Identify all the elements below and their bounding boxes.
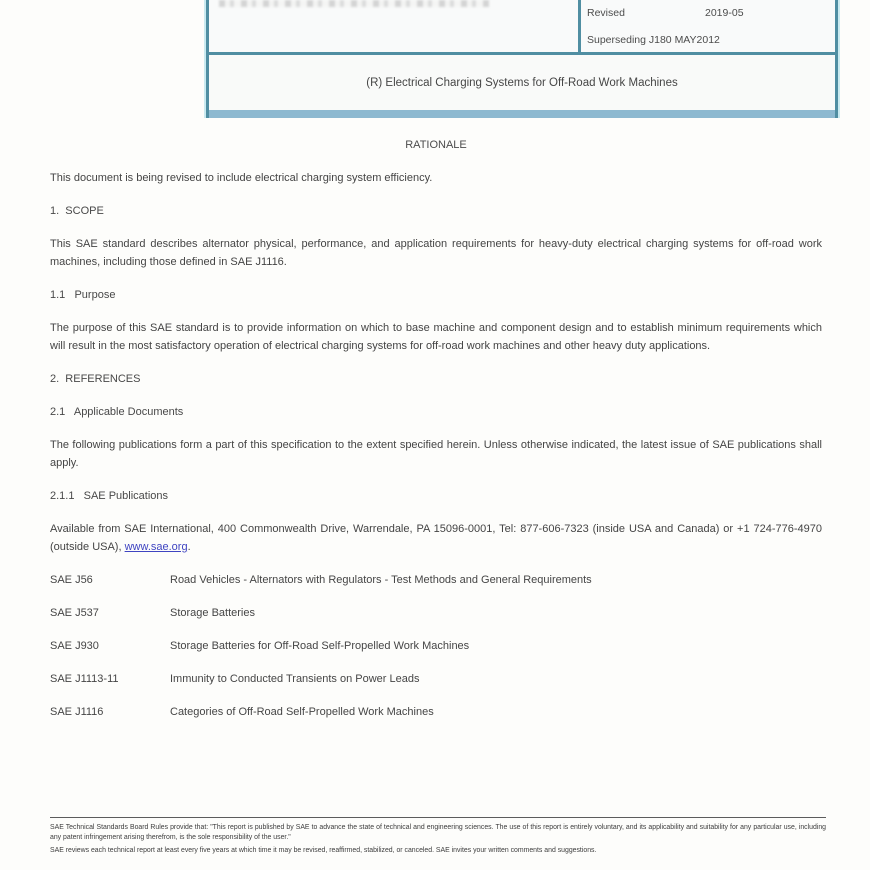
header-top-row — [209, 0, 835, 52]
revised-label: Revised — [587, 7, 625, 19]
footer-disclaimer-2: SAE reviews each technical report at least every five years at which time it may be revised, reaffirmed, stabilized, or canceled. SAE invites your written comments and suggestions. — [50, 847, 597, 855]
publication-title: Storage Batteries — [170, 607, 255, 619]
footer — [50, 817, 826, 860]
publication-code: SAE J56 — [50, 574, 93, 586]
document-title: (R) Electrical Charging Systems for Off-Road Work Machines — [209, 52, 835, 118]
purpose-text: The purpose of this SAE standard is to provide information on which to base machine and component design and to establish minimum requirements which will result in the most satisfactory operation of electrical charging systems for off-road work machines and other heavy duty applications. — [50, 322, 822, 352]
revised-row — [587, 6, 829, 20]
availability-text-period: . — [187, 541, 191, 553]
publication-row — [50, 703, 822, 721]
publication-row — [50, 571, 822, 589]
purpose-heading: 1.1 Purpose — [50, 289, 116, 301]
footer-divider — [50, 817, 826, 818]
superseding-note: Superseding J180 MAY2012 — [587, 34, 720, 46]
cutoff-header-remnant — [219, 0, 489, 7]
sae-publications-heading: 2.1.1 SAE Publications — [50, 490, 169, 502]
document-body — [50, 130, 822, 736]
availability-text — [50, 520, 822, 556]
availability-text-main: Available from SAE International, 400 Commonwealth Drive, Warrendale, PA 15096-0001, Tel: 877-606-7323 (inside USA and Canada) or +1 724-776-4970 (outside USA), — [50, 523, 822, 553]
applicable-documents-text: The following publications form a part of this specification to the extent specified herein. Unless otherwise indicated, the latest issue of SAE publications shall apply. — [50, 439, 822, 469]
sae-org-link[interactable]: www.sae.org — [124, 541, 188, 553]
revised-date: 2019-05 — [705, 7, 744, 19]
publication-code: SAE J537 — [50, 607, 99, 619]
references-heading: 2. REFERENCES — [50, 373, 141, 385]
scope-heading: 1. SCOPE — [50, 205, 104, 217]
publication-code: SAE J1113-11 — [50, 673, 119, 685]
scope-text: This SAE standard describes alternator physical, performance, and application requirements for heavy-duty electrical charging systems for off-road work machines, including those defined in SAE J1116. — [50, 238, 822, 268]
publication-code: SAE J1116 — [50, 706, 104, 718]
publication-title: Storage Batteries for Off-Road Self-Propelled Work Machines — [170, 640, 470, 652]
publication-code: SAE J930 — [50, 640, 99, 652]
standard-header-table — [206, 0, 838, 118]
publication-row — [50, 604, 822, 622]
publication-title: Categories of Off-Road Self-Propelled Work Machines — [170, 706, 434, 718]
publication-title: Road Vehicles - Alternators with Regulators - Test Methods and General Requirements — [170, 574, 592, 586]
publication-title: Immunity to Conducted Transients on Power Leads — [170, 673, 420, 685]
publication-row — [50, 637, 822, 655]
rationale-text: This document is being revised to include electrical charging system efficiency. — [50, 172, 433, 184]
applicable-documents-heading: 2.1 Applicable Documents — [50, 406, 184, 418]
rationale-heading: RATIONALE — [405, 139, 467, 151]
header-logo-cell — [209, 0, 581, 52]
publication-row — [50, 670, 822, 688]
header-revision-cell — [581, 0, 835, 52]
footer-disclaimer-1: SAE Technical Standards Board Rules provide that: "This report is published by SAE to advance the state of technical and engineering sciences. The use of this report is entirely voluntary, and its applicability and suitability for any particular use, including any patent infringement arising therefrom, is the sole responsibility of the user." — [50, 824, 826, 841]
